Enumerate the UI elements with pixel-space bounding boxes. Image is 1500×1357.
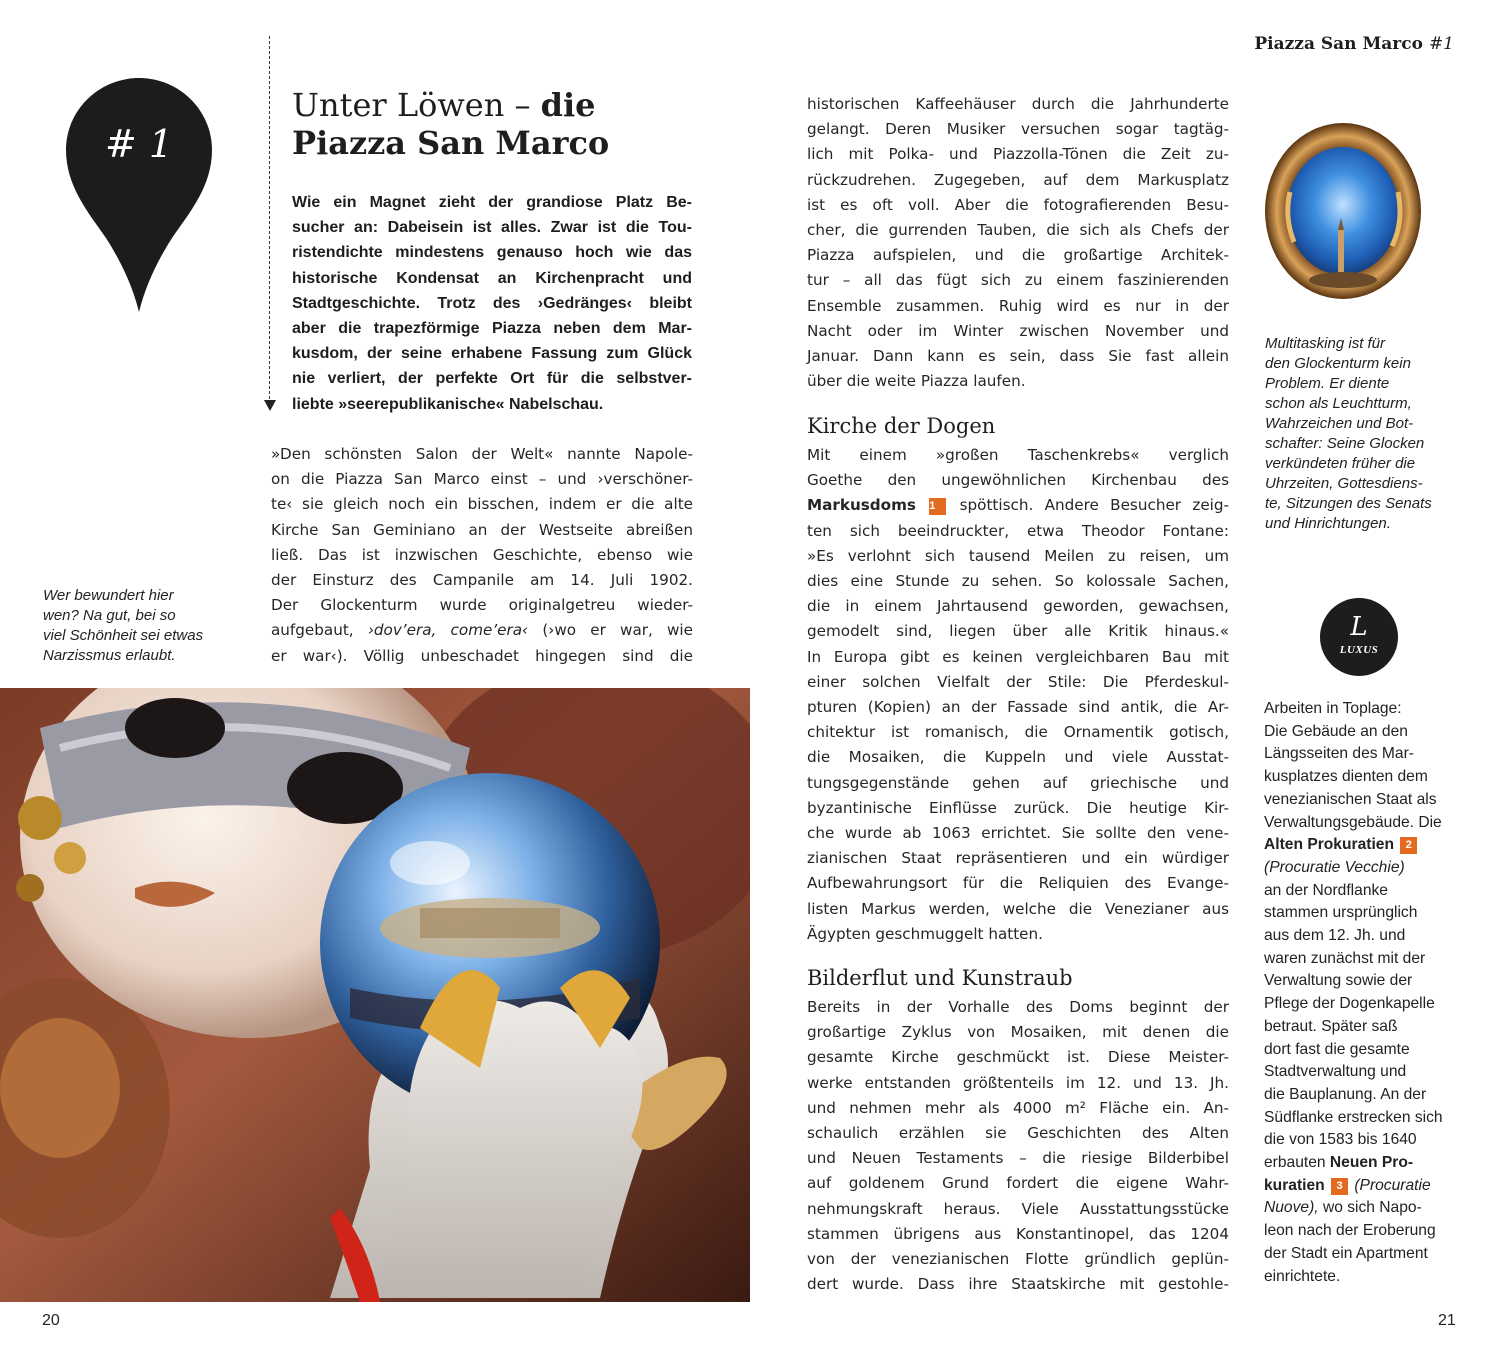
side-line: die von 1583 bis 1640 [1264, 1131, 1417, 1149]
body-line: Ägypten geschmuggelt hatten. [807, 924, 1043, 943]
body-line: byzantinische Einflüsse zurück. Die heutige Kir- [807, 798, 1229, 817]
section-heading: Kirche der Dogen [807, 414, 996, 438]
side-line: an der Nordflanke [1264, 881, 1388, 899]
body-column-2 [807, 92, 1229, 394]
poi-name: kuratien [1264, 1176, 1325, 1194]
body-column-2c [807, 995, 1229, 1297]
caption-line: Multitasking ist für [1265, 335, 1386, 352]
side-line [1264, 834, 1443, 857]
body-text: (›wo er war, wie [528, 621, 693, 640]
section-heading: Bilderflut und Kunstraub [807, 966, 1073, 990]
caption-line: schafter: Seine Glocken [1265, 435, 1425, 452]
caption-line: Wahrzeichen und Bot- [1265, 415, 1414, 432]
side-line: stammen ursprünglich [1264, 904, 1418, 922]
body-line: Aufbewahrungsort für die Reliquien des Evange- [807, 874, 1229, 893]
body-line: werke entstanden größtenteils im 12. und 13. Jh. [807, 1073, 1229, 1092]
body-line: on die Piazza San Marco einst – und ›verschöner- [271, 470, 693, 489]
body-line: cher, die gurrenden Tauben, die sich als Chefs der [807, 221, 1229, 240]
body-line: von der venezianischen Flotte gründlich geplün- [807, 1250, 1229, 1269]
caption-line: verkündeten früher die [1265, 455, 1416, 472]
intro-line: sucher an: Dabeisein ist alles. Zwar ist die Tou- [292, 219, 692, 237]
page-number-left: 20 [42, 1312, 60, 1329]
side-line: einrichtete. [1264, 1267, 1341, 1285]
caption-line: Problem. Er diente [1265, 375, 1390, 392]
body-line: pturen (Kopien) an der Fassade sind antik, die Ar- [807, 698, 1229, 717]
body-line [271, 618, 693, 643]
body-line: der Einsturz des Campanile am 14. Juli 1902. [271, 571, 693, 590]
side-line: kusplatzes dienten dem [1264, 768, 1428, 786]
dashed-divider [269, 36, 270, 404]
carnival-mask-photo [0, 688, 750, 1302]
body-line: einer solchen Vielfalt der Stile: Die Pferdeskul- [807, 672, 1229, 691]
body-line: über die weite Piazza laufen. [807, 372, 1026, 391]
side-line: dort fast die gesamte [1264, 1040, 1410, 1058]
caption-line: schon als Leuchtturm, [1265, 395, 1412, 412]
side-line: leon nach der Eroberung [1264, 1222, 1436, 1240]
body-line: großartige Zyklus von Mosaiken, mit denen die [807, 1023, 1229, 1042]
body-line: historischen Kaffeehäuser durch die Jahrhunderte [807, 95, 1229, 113]
body-line: Mit einem »großen Taschenkrebs« verglich [807, 446, 1229, 464]
side-line: die Bauplanung. An der [1264, 1085, 1427, 1103]
body-line: schaulich erzählen sie Geschichten des Alten [807, 1124, 1229, 1143]
side-line: Die Gebäude an den [1264, 722, 1408, 740]
side-line [1264, 857, 1443, 880]
intro-line: nie verliert, der perfekte Ort für die selbstver- [292, 370, 692, 388]
side-line [1264, 1197, 1443, 1220]
side-line: Längsseiten des Mar- [1264, 745, 1414, 763]
side-line: Verwaltungsgebäude. Die [1264, 813, 1442, 831]
body-line: ließ. Das ist inzwischen Geschichte, ebenso wie [271, 545, 693, 564]
body-line: listen Markus werden, welche die Venezianer aus [807, 899, 1229, 918]
poi-italic-name: Nuove), [1264, 1199, 1319, 1217]
caption-line: den Glockenturm kein [1265, 355, 1411, 372]
intro-line: Wie ein Magnet zieht der grandiose Platz Be- [292, 194, 692, 211]
body-line: che wurde ab 1063 errichtet. Sie sollte den vene- [807, 824, 1229, 843]
poi-name: Markusdoms [807, 496, 916, 515]
luxus-letter: L [1350, 612, 1368, 642]
body-line [807, 493, 1229, 518]
body-text: spöttisch. Andere Besucher zeig- [948, 496, 1229, 515]
side-line: Südflanke erstrecken sich [1264, 1108, 1443, 1126]
body-line: Bereits in der Vorhalle des Doms beginnt der [807, 998, 1229, 1016]
intro-line: ristendichte mindestens genauso hoch wie das [292, 244, 692, 262]
body-line: die in einem Jahrtausend geworden, gewachsen, [807, 597, 1229, 616]
body-line: dies eine Stunde zu sehen. So kolossale Sachen, [807, 572, 1229, 591]
body-line: er war‹). Völlig unbeschadet hingegen sind die [271, 646, 693, 665]
caption-line: und Hinrichtungen. [1265, 515, 1391, 532]
poi-name: Alten Prokuratien [1264, 836, 1394, 854]
intro-line: kusdom, der seine erhabene Fassung zum Glück [292, 345, 692, 363]
body-line: zianischen Staat repräsentieren und ein würdiger [807, 849, 1229, 868]
body-line: und nehmen mehr als 4000 m² Fläche ein. An- [807, 1098, 1229, 1117]
poi-number-badge: 1 [929, 498, 946, 515]
side-line: Pflege der Dogenkapelle [1264, 995, 1435, 1013]
body-line: Piazza aufspielen, und die großartige Architek- [807, 246, 1229, 265]
poi-italic-name: (Procuratie [1350, 1176, 1431, 1194]
poi-number-badge: 2 [1400, 837, 1417, 854]
side-line [1264, 1152, 1443, 1175]
photo-caption-right [1265, 334, 1432, 534]
body-line: Kirche San Geminiano an der Westseite abreißen [271, 520, 693, 539]
side-line: venezianischen Staat als [1264, 790, 1437, 808]
body-line: tungsgegenstände gehen auf griechische und [807, 773, 1229, 792]
body-line: In Europa gibt es keinen vergleichbaren Bau mit [807, 647, 1229, 666]
luxus-word: LUXUS [1339, 644, 1379, 656]
body-line: Der Glockenturm wurde originalgetreu wieder- [271, 596, 693, 615]
body-line: Nacht oder im Winter zwischen November und [807, 321, 1229, 340]
body-line: gemodelt sind, liegen über alle Kritik hinaus.« [807, 622, 1229, 641]
pin-label: # 1 [104, 122, 174, 166]
arrow-down-icon [264, 400, 276, 411]
body-line: auf goldenem Grund fordert die eigene Wahr- [807, 1174, 1229, 1193]
body-line: und Neuen Testaments – die riesige Bilderbibel [807, 1149, 1229, 1168]
body-line: gelangt. Deren Musiker versuchen sogar tagtäg- [807, 120, 1229, 139]
body-line: te‹ sie gleich noch ein bisschen, indem er die alte [271, 495, 693, 514]
body-line: chitektur ist romanisch, die Ornamentik gotisch, [807, 723, 1229, 742]
caption-line: te, Sitzungen des Senats [1265, 495, 1432, 512]
side-line: Stadtverwaltung und [1264, 1063, 1407, 1081]
photo-caption-left [43, 586, 203, 666]
headline-bold-1: die [540, 86, 596, 124]
body-line: rückzudrehen. Zugegeben, auf dem Markusplatz [807, 170, 1229, 189]
body-line: lich mit Polka- und Piazzolla-Tönen die Zeit zu- [807, 145, 1229, 164]
side-line: Verwaltung sowie der [1264, 972, 1413, 990]
body-text: erbauten [1264, 1154, 1330, 1172]
body-line: gesamte Kirche geschmückt ist. Diese Meister- [807, 1048, 1229, 1067]
intro-line: aber die trapezförmige Piazza neben dem Mar- [292, 320, 692, 338]
poi-name: Neuen Pro- [1329, 1154, 1414, 1172]
body-text: aufgebaut, [271, 621, 368, 640]
side-line: waren zunächst mit der [1264, 949, 1426, 967]
intro-paragraph [292, 190, 692, 417]
caption-line: Narzissmus erlaubt. [43, 647, 176, 664]
body-line: nehmungskraft heraus. Viele Ausstattungsstücke [807, 1199, 1229, 1218]
side-line: betraut. Später saß [1264, 1017, 1398, 1035]
running-head-title: Piazza San Marco [1254, 34, 1423, 54]
intro-line: Stadtgeschichte. Trotz des ›Gedränges‹ bleibt [292, 294, 692, 312]
running-head-number: #1 [1428, 34, 1454, 54]
side-line: aus dem 12. Jh. und [1264, 927, 1406, 945]
caption-line: Wer bewundert hier [43, 587, 174, 604]
body-line: Ensemble zusammen. Ruhig wird es nur in der [807, 296, 1229, 315]
caption-line: wen? Na gut, bei so [43, 607, 176, 624]
intro-line: liebte »seerepublikanische« Nabelschau. [292, 395, 604, 413]
poi-italic-name: (Procuratie Vecchie) [1264, 858, 1405, 876]
side-line: Arbeiten in Toplage: [1264, 700, 1402, 717]
body-text: wo sich Napo- [1318, 1199, 1422, 1217]
body-line: Januar. Dann kann es sein, dass Sie fast allein [807, 347, 1229, 366]
caption-line: viel Schönheit sei etwas [43, 627, 204, 644]
body-line: die Mosaiken, die Kuppeln und viele Ausstat- [807, 748, 1229, 767]
campanile-globe-photo [1264, 122, 1422, 300]
italic-quote: ›dov’era, come’era‹ [367, 621, 529, 640]
body-column-1 [271, 442, 693, 669]
headline-bold-2: Piazza San Marco [292, 124, 610, 162]
sidebar-column [1264, 698, 1443, 1288]
body-line: Goethe den ungewöhnlichen Kirchenbau des [807, 471, 1229, 490]
running-head [1254, 34, 1454, 54]
body-column-2b [807, 443, 1229, 947]
poi-number-badge: 3 [1331, 1178, 1348, 1195]
body-line: ten sich beeindruckter, etwa Theodor Fontane: [807, 521, 1229, 540]
body-line: stammen übrigens aus Konstantinopel, das 1204 [807, 1224, 1229, 1243]
body-line: »Den schönsten Salon der Welt« nannte Napole- [271, 445, 693, 463]
side-line: der Stadt ein Apartment [1264, 1244, 1428, 1262]
body-line: dert wurde. Dass ihre Staatskirche mit gestohle- [807, 1275, 1229, 1294]
body-line: ist es oft voll. Aber die fotografierenden Besu- [807, 195, 1229, 214]
article-headline [292, 86, 712, 162]
side-line [1264, 1175, 1443, 1198]
body-line: »Es verlohnt sich tausend Meilen zu reisen, um [807, 546, 1229, 565]
body-line: tur – all das fügt sich zu einem faszinierenden [807, 271, 1229, 290]
location-pin-icon [66, 78, 212, 312]
intro-line: historische Kondensat an Kirchenpracht und [292, 269, 692, 287]
headline-normal: Unter Löwen – [292, 86, 541, 124]
page-number-right: 21 [1438, 1312, 1456, 1329]
caption-line: Uhrzeiten, Gottesdiens- [1265, 475, 1423, 492]
